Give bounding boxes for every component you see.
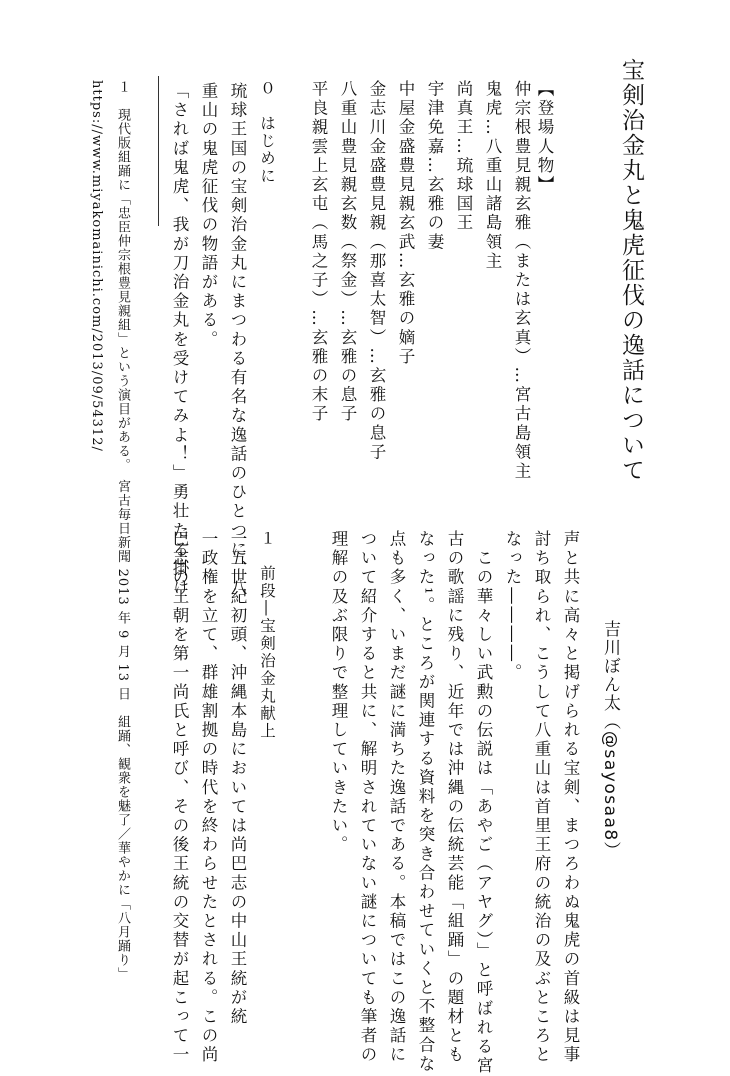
body-line: 「されば鬼虎、我が刀治金丸を受けてみよ！」勇壮たる掛け (170, 82, 189, 598)
page-title: 宝剣治金丸と鬼虎征伐の逸話について (618, 58, 644, 483)
body-line: 声と共に高々と掲げられる宝剣、まつろわぬ鬼虎の首級は見事 (561, 530, 580, 1065)
character-line: 中屋金盛豊見親玄武…玄雅の嫡子 (396, 80, 415, 367)
body-line: 一政権を立て、群雄割拠の時代を終わらせたとされる。この尚 (199, 530, 218, 1065)
character-line: 八重山豊見親玄数（祭金）…玄雅の息子 (338, 80, 357, 424)
body-line: この華々しい武勲の伝説は「あやご（アヤグ）」と呼ばれる宮 (474, 530, 493, 1076)
body-line: 古の歌謡に残り、近年では沖縄の伝統芸能「組踊」の題材とも (445, 530, 464, 1065)
footnote-rule (158, 76, 159, 226)
body-line: 琉球王国の宝剣治金丸にまつわる有名な逸話のひとつに、八 (228, 82, 247, 598)
body-line: 点も多く、いまだ謎に満ちた逸話である。本稿ではこの逸話に (387, 530, 406, 1065)
section1-heading: １ 前段―宝剣治金丸献上 (258, 530, 276, 740)
character-line: 仲宗根豊見親玄雅（または玄真）…宮古島領主 (512, 80, 531, 482)
body-line: 討ち取られ、こうして八重山は首里王府の統治の及ぶところと (532, 530, 551, 1065)
body-line: なった¹。ところが関連する資料を突き合わせていくと不整合な (416, 530, 435, 1075)
body-line: なった――――。 (503, 530, 522, 683)
author: 吉川ぼん太（@sayosaa8） (600, 620, 620, 861)
body-line: 重山の鬼虎征伐の物語がある。 (199, 82, 218, 350)
character-line: 鬼虎…八重山諸島領主 (483, 80, 502, 271)
footnote-line: １ 現代版組踊に「忠臣仲宗根豊見親組」という演目がある。 宮古毎日新聞 2013 年 9 月 13 日 組踊、観衆を魅了／華やかに「八月踊り」 (115, 80, 130, 982)
characters-heading: 【登場人物】 (535, 80, 554, 195)
character-line: 平良親雲上玄屯（馬之子）…玄雅の末子 (309, 80, 328, 424)
body-line: ついて紹介すると共に、解明されていない謎についても筆者の (358, 530, 377, 1065)
character-line: 宇津免嘉…玄雅の妻 (425, 80, 444, 252)
footnote-url: https://www.miyakomainichi.com/2013/09/54312/ (89, 80, 104, 452)
section0-heading: ０ はじめに (258, 80, 276, 185)
character-line: 金志川金盛豊見親（那喜太智）…玄雅の息子 (367, 80, 386, 462)
body-line: 理解の及ぶ限りで整理していきたい。 (329, 530, 348, 855)
body-line: 巴志の王朝を第一尚氏と呼び、その後王統の交替が起こって一 (170, 530, 189, 1065)
character-line: 尚真王…琉球国王 (454, 80, 473, 233)
body-line: 一五世紀初頭、沖縄本島においては尚巴志の中山王統が統 (228, 530, 247, 1027)
